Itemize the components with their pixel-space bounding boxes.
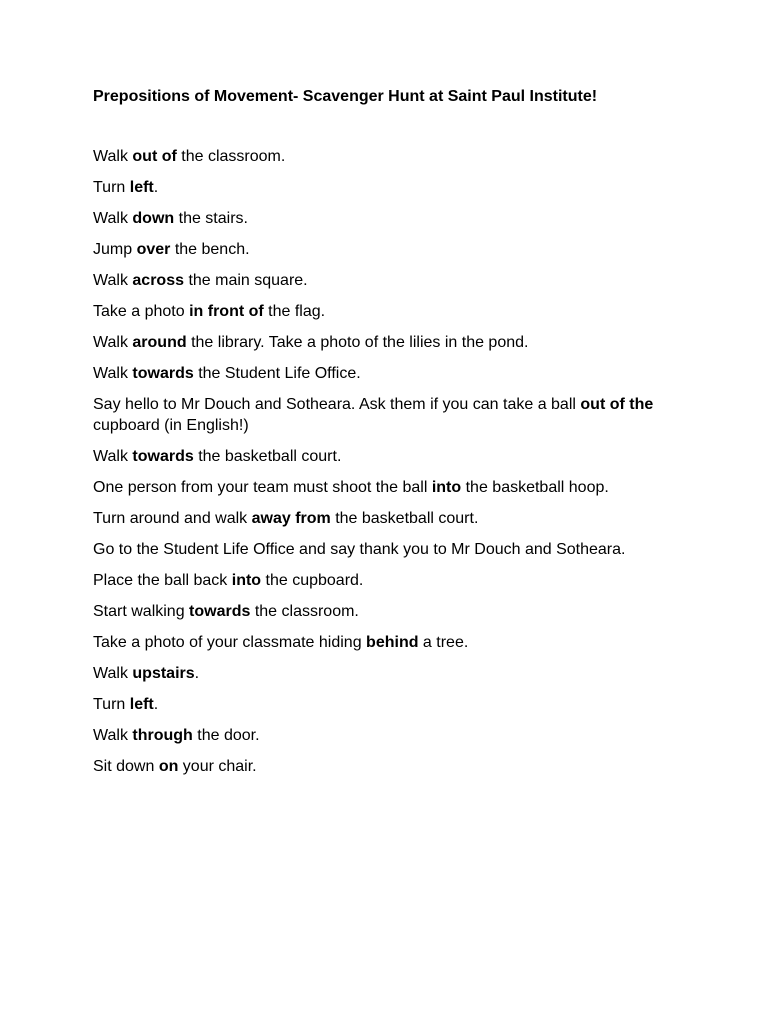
instruction-text: a tree. bbox=[418, 634, 469, 651]
instruction-text: the basketball hoop. bbox=[461, 479, 609, 496]
instruction-line bbox=[93, 694, 693, 715]
instruction-line bbox=[93, 632, 693, 653]
instruction-text: the library. Take a photo of the lilies in the pond. bbox=[186, 334, 529, 351]
instruction-text: Walk bbox=[93, 448, 133, 465]
instruction-line bbox=[93, 539, 693, 560]
instruction-text: the stairs. bbox=[174, 210, 248, 227]
instruction-text: Place the ball back bbox=[93, 572, 232, 589]
preposition-text: behind bbox=[366, 634, 419, 651]
instruction-text: the classroom. bbox=[176, 148, 286, 165]
instruction-line bbox=[93, 332, 693, 353]
instruction-text: cupboard (in English!) bbox=[93, 417, 249, 434]
instruction-text: the main square. bbox=[184, 272, 308, 289]
instruction-line bbox=[93, 663, 693, 684]
instruction-text: the basketball court. bbox=[193, 448, 342, 465]
instruction-line bbox=[93, 446, 693, 467]
instruction-line bbox=[93, 394, 693, 436]
instruction-line bbox=[93, 301, 693, 322]
instruction-text: Walk bbox=[93, 727, 133, 744]
preposition-text: across bbox=[132, 272, 184, 289]
instruction-text: Take a photo of your classmate hiding bbox=[93, 634, 367, 651]
instruction-text: Turn bbox=[93, 696, 130, 713]
instruction-text: . bbox=[153, 696, 159, 713]
preposition-text: towards bbox=[189, 603, 251, 620]
instruction-line bbox=[93, 508, 693, 529]
instruction-text: Walk bbox=[93, 365, 133, 382]
instruction-text: the Student Life Office. bbox=[193, 365, 361, 382]
instruction-line bbox=[93, 601, 693, 622]
instruction-text: your chair. bbox=[178, 758, 257, 775]
document-title: Prepositions of Movement- Scavenger Hunt at Saint Paul Institute! bbox=[93, 88, 598, 105]
preposition-text: on bbox=[158, 758, 179, 775]
instruction-text: One person from your team must shoot the ball bbox=[93, 479, 432, 496]
instruction-text: Walk bbox=[93, 272, 133, 289]
instruction-text: Take a photo bbox=[93, 303, 190, 320]
instruction-text: the classroom. bbox=[250, 603, 359, 620]
instruction-line bbox=[93, 725, 693, 746]
instruction-text: . bbox=[194, 665, 200, 682]
preposition-text: through bbox=[132, 727, 193, 744]
instruction-line bbox=[93, 270, 693, 291]
preposition-text: out of bbox=[132, 148, 177, 165]
preposition-text: towards bbox=[132, 365, 194, 382]
instruction-line bbox=[93, 570, 693, 591]
instruction-text: the door. bbox=[192, 727, 260, 744]
instruction-line bbox=[93, 363, 693, 384]
instruction-text: Walk bbox=[93, 665, 133, 682]
instruction-line bbox=[93, 208, 693, 229]
instruction-text: the bench. bbox=[170, 241, 250, 258]
preposition-text: over bbox=[136, 241, 171, 258]
preposition-text: into bbox=[231, 572, 262, 589]
preposition-text: into bbox=[431, 479, 462, 496]
instruction-line bbox=[93, 146, 693, 167]
instruction-line bbox=[93, 177, 693, 198]
instruction-text: the basketball court. bbox=[330, 510, 479, 527]
instruction-text: Walk bbox=[93, 334, 133, 351]
instruction-text: Start walking bbox=[93, 603, 190, 620]
preposition-text: in front of bbox=[189, 303, 264, 320]
instruction-text: Go to the Student Life Office and say thank you to Mr Douch and Sotheara. bbox=[93, 541, 626, 558]
instruction-text: Walk bbox=[93, 210, 133, 227]
instruction-text: . bbox=[153, 179, 159, 196]
preposition-text: towards bbox=[132, 448, 194, 465]
preposition-text: left bbox=[129, 179, 154, 196]
instruction-text: the flag. bbox=[263, 303, 326, 320]
instruction-line bbox=[93, 477, 693, 498]
instruction-line bbox=[93, 239, 693, 260]
preposition-text: out of the bbox=[580, 396, 654, 413]
preposition-text: down bbox=[132, 210, 175, 227]
instruction-text: Say hello to Mr Douch and Sotheara. Ask them if you can take a ball bbox=[93, 396, 581, 413]
instruction-text: Turn bbox=[93, 179, 130, 196]
preposition-text: around bbox=[132, 334, 187, 351]
instruction-text: Walk bbox=[93, 148, 133, 165]
instruction-text: Turn around and walk bbox=[93, 510, 252, 527]
instruction-text: Sit down bbox=[93, 758, 159, 775]
preposition-text: away from bbox=[251, 510, 331, 527]
instruction-text: the cupboard. bbox=[261, 572, 364, 589]
instruction-line bbox=[93, 756, 693, 777]
preposition-text: left bbox=[129, 696, 154, 713]
instruction-text: Jump bbox=[93, 241, 137, 258]
instruction-list bbox=[93, 146, 693, 787]
preposition-text: upstairs bbox=[132, 665, 195, 682]
